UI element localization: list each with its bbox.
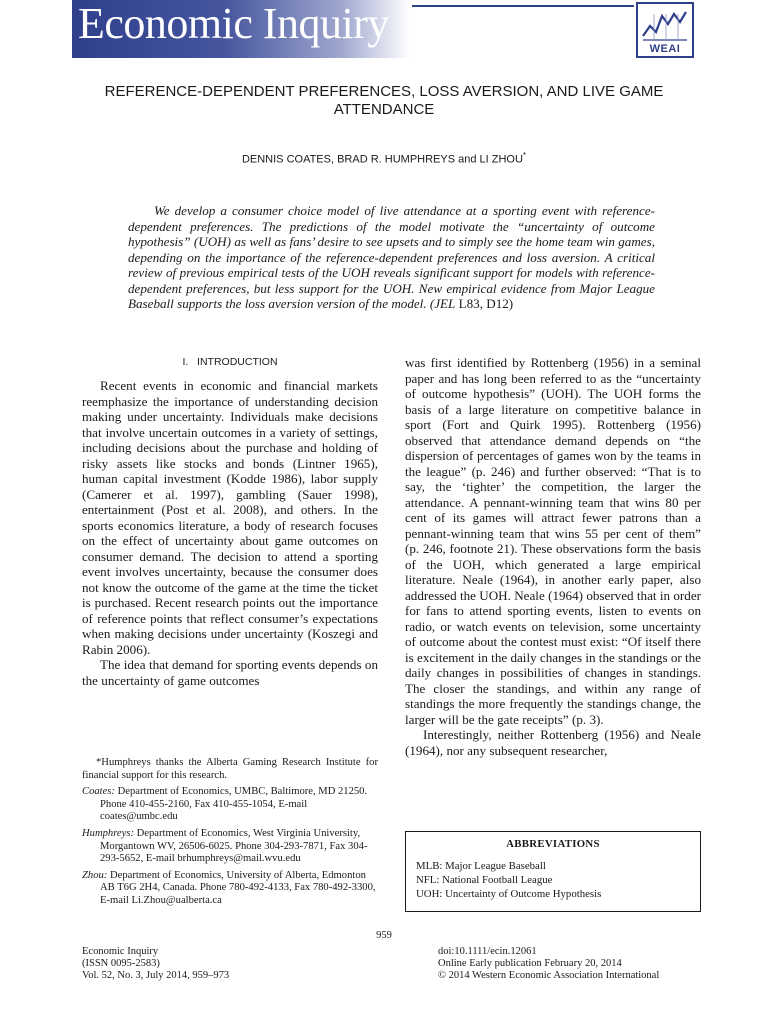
abbreviations-box	[405, 831, 701, 912]
body-paragraph: was first identified by Rottenberg (1956) in a seminal paper and has long been referred to as the “uncertainty of outcome hypothesis” (UOH). The UOH forms the basis of a large literature on competitive balance in sport (Fort and Quirk 1995). Rottenberg (1956) observed that attendance demand depends on “the dispersion of percentages of games won by the teams in the league” (p. 246) and further observed: “That is to say, the ‘tighter’ the competition, the larger the attendance. A pennant-winning team that wins 80 per cent of its games will attract fewer patrons than a pennant-winning team that wins 55 per cent of them” (p. 246, footnote 21). These observations form the basis of the UOH, which generated a large empirical literature. Neale (1964), in another early paper, also addressed the UOH. Neale (1964) observed that in order for fans to attend sporting events, listen to events on radio, or watch events on television, some uncertainty of outcome about the contest must exist: “Of itself there is excitement in the daily changes in the standings or the daily changes in possibilities of changes in standings. The closer the standings, and within any range of standings the more frequently the standings change, the larger will be the gate receipts” (p. 3).	[405, 355, 701, 727]
logo-text: WEAI	[649, 43, 681, 55]
footnotes	[82, 757, 378, 912]
footnote-affiliation	[82, 870, 378, 908]
abbreviation-item: NFL: National Football League	[416, 874, 553, 886]
body-column-right	[405, 355, 701, 758]
affiliation-label: Coates:	[82, 786, 115, 798]
article-title: REFERENCE-DEPENDENT PREFERENCES, LOSS AVERSION, AND LIVE GAME ATTENDANCE	[104, 83, 664, 118]
footer-line: (ISSN 0095-2583)	[82, 958, 160, 969]
section-heading: I. INTRODUCTION	[182, 356, 278, 368]
authors-footnote-mark: *	[522, 151, 527, 160]
authors-names: DENNIS COATES, BRAD R. HUMPHREYS and LI ZHOU	[241, 153, 523, 166]
page-number: 959	[376, 930, 392, 941]
abstract-text: We develop a consumer choice model of live attendance at a sporting event with reference-dependent preferences. The predictions of the model motivate the “uncertainty of outcome hypothesis” (UOH) as well as fans’ desire to see upsets and to simply see the home team win games, depending on the importance of the reference-dependent preferences and loss aversion. A critical review of previous empirical tests of the UOH reveals significant support for models with reference-dependent preferences, but less support for the UOH. New empirical evidence from Major League Baseball supports the loss aversion version of the model. (	[128, 203, 655, 311]
footnote-acknowledgement: *Humphreys thanks the Alberta Gaming Research Institute for financial support for this research.	[82, 757, 378, 781]
affiliation-text: Department of Economics, West Virginia University, Morgantown WV, 26506-6025. Phone 304-293-7871, Fax 304-293-5652, E-mail brhumphreys@mail.wvu.edu	[100, 827, 368, 865]
logo-chart-icon	[640, 6, 690, 44]
footer-doi[interactable]: doi:10.1111/ecin.12061	[438, 946, 537, 957]
footer-line: Online Early publication February 20, 2014	[438, 958, 622, 969]
body-column-left	[82, 378, 378, 688]
footer-line: Economic Inquiry	[82, 946, 159, 957]
weai-logo	[636, 2, 694, 58]
body-paragraph: The idea that demand for sporting events depends on the uncertainty of game outcomes	[82, 657, 378, 688]
article-authors	[72, 149, 696, 167]
abbreviations-title: ABBREVIATIONS	[506, 838, 600, 850]
footer-publication-info	[438, 946, 718, 982]
affiliation-text: Department of Economics, UMBC, Baltimore, MD 21250. Phone 410-455-2160, Fax 410-455-1054, E-mail coates@umbc.edu	[100, 786, 368, 823]
footer-journal-info	[82, 946, 362, 982]
body-paragraph: Recent events in economic and financial markets reemphasize the importance of understanding decision making under uncertainty. Individuals make decisions that involve uncertain outcomes in a variety of settings, including decisions about the purchase and holding of risky assets like stocks and bonds (Lintner 1965), human capital investment (Kodde 1986), labor supply (Camerer et al. 1997), gambling (Sauer 1998), entertainment (Post et al. 2008), and others. In the sports economics literature, a body of research focuses on the effect of uncertainty about game outcomes on consumer demand. The decision to attend a sporting event involves uncertainty, because the consumer does not know the outcome of the game at the time the ticket is purchased. Recent research points out the importance of reference points that reflect consumer’s expectations when making decisions under uncertainty (Koszegi and Rabin 2006).	[82, 378, 378, 657]
footer-copyright: © 2014 Western Economic Association International	[438, 970, 660, 981]
footnote-affiliation	[82, 786, 378, 824]
abbreviation-item: MLB: Major League Baseball	[416, 860, 546, 872]
abstract-jel-label: JEL	[434, 296, 456, 311]
footnote-affiliation	[82, 828, 378, 866]
footer-line: Vol. 52, No. 3, July 2014, 959–973	[82, 970, 230, 981]
body-paragraph: Interestingly, neither Rottenberg (1956) and Neale (1964), nor any subsequent researcher,	[405, 727, 701, 758]
abbreviation-item: UOH: Uncertainty of Outcome Hypothesis	[416, 888, 602, 900]
abstract	[128, 203, 655, 312]
header-rule	[412, 5, 634, 7]
affiliation-label: Zhou:	[82, 869, 108, 881]
journal-banner	[72, 0, 410, 58]
affiliation-label: Humphreys:	[82, 827, 134, 839]
abstract-jel-codes: L83, D12)	[455, 296, 514, 311]
journal-title: Economic Inquiry	[78, 0, 389, 48]
affiliation-text: Department of Economics, University of Alberta, Edmonton AB T6G 2H4, Canada. Phone 780-492-4133, Fax 780-492-3300, E-mail Li.Zhou@ualberta.ca	[100, 869, 376, 906]
